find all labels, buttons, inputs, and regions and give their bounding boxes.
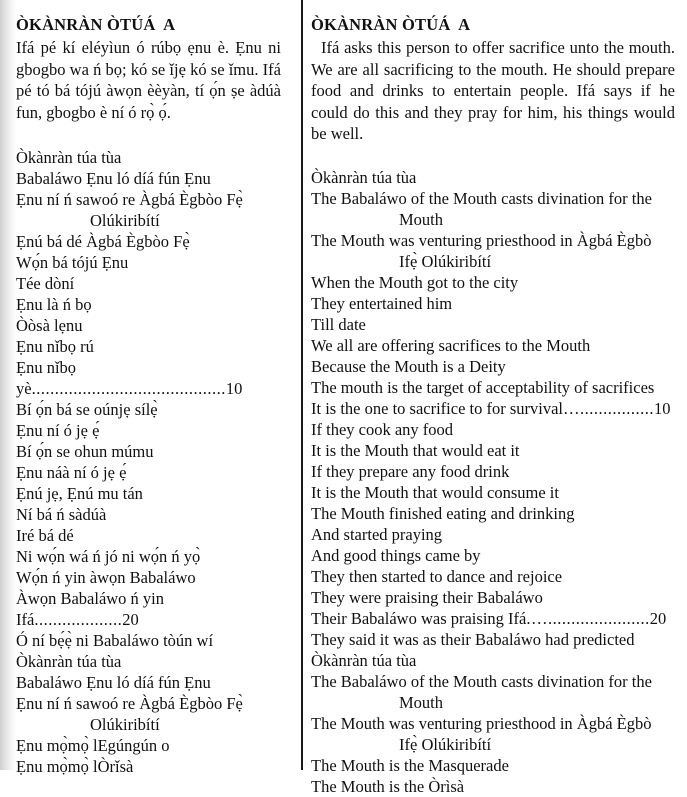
verse-line [311,314,675,335]
verse-line-text: Àwọn Babaláwo ń yin Ifá [16,589,169,629]
verse-line [16,588,281,630]
verse-line [311,608,675,629]
left-column-intro-paragraph: Ifá pé kí eléyìun ó rúbọ ẹnu è. Ẹnu ni gbogbo wa ń bọ; kó se ǐjẹ kó se ǐmu. Ifá pé tó bá tójú àwọn èèyàn, tí ọ́n ṣe àdúà fun, gbogbo è ní ó rọ̀ ọ́. [16,38,281,122]
verse-line-text: They entertained him [311,293,453,313]
verse-line-text: Olúkiribítí [90,211,160,230]
verse-line-text: Ẹnu nǐbọ yè [16,358,81,398]
verse-line-text: The Babaláwo of the Mouth casts divination for the [311,671,652,691]
dot-leader: …................ [563,398,655,418]
dot-leader: ................... [34,610,123,629]
verse-line-text: The Mouth was venturing priesthood in Àgbá Ègbò [311,230,652,250]
verse-line [311,629,675,650]
verse-line-text: Ó ní bẹ́ẹ̀ ni Babaláwo tòún wí [16,631,214,650]
verse-line [311,377,675,398]
verse-line-text: Bí ọ́n bá se oúnjẹ sílẹ̀ [16,400,158,419]
verse-line-text: Ifẹ̀ Olúkiribítí [399,251,492,271]
right-column-intro-paragraph: Ifá asks this person to offer sacrifice unto the mouth. We are all sacrificing to the mouth. He should prepare food and drinks to entertain people. Ifá says if he could do this and they pray for him, his things would be well. [311,38,675,143]
verse-line [16,273,281,294]
verse-line [311,461,675,482]
verse-line [311,671,675,692]
verse-line [16,210,281,231]
verse-line [311,734,675,755]
dot-leader: .…...................... [526,608,650,628]
verse-line-text: Olúkiribítí [90,715,160,734]
verse-line [311,482,675,503]
verse-line [16,462,281,483]
verse-line-text: And started praying [311,524,443,544]
right-column-title: ÒKÀNRÀN ÒTÚÁ A [311,15,471,34]
verse-line-text: The Mouth is the Òrìsà [311,776,465,796]
verse-line-text: Ẹnu nǐbọ rú [16,337,94,356]
verse-line-number: 20 [649,608,667,628]
verse-line-text: Òòsà lẹnu [16,316,83,335]
verse-line-text: They were praising their Babaláwo [311,587,543,607]
verse-line-text: Ẹnú bá dé Àgbá Ègbòo Fẹ̀ [16,232,190,251]
verse-line [16,357,281,399]
verse-line [311,776,675,797]
right-column-spacer [311,145,675,167]
verse-line-text: We all are offering sacrifices to the Mouth [311,335,591,355]
verse-line [311,419,675,440]
verse-line [16,546,281,567]
verse-line-text: Mouth [399,209,444,229]
verse-line [311,503,675,524]
verse-line-text: Ẹnu ní ń sawoó re Àgbá Ègbòo Fẹ̀ [16,694,243,713]
verse-line-text: Wọ́n ń yin àwọn Babaláwo [16,568,196,587]
verse-line [16,483,281,504]
verse-line [311,398,675,419]
verse-line [16,441,281,462]
yoruba-column [0,0,301,776]
verse-line-text: And good things came by [311,545,481,565]
verse-line [311,692,675,713]
verse-line-text: Wọ́n bá tójú Ẹnu [16,253,129,272]
verse-line [311,188,675,209]
verse-line [311,356,675,377]
english-column [303,0,687,796]
verse-line [16,147,281,168]
verse-line-text: It is the Mouth that would consume it [311,482,559,502]
verse-line-text: The mouth is the target of acceptability of sacrifices [311,377,655,397]
verse-line [311,713,675,734]
verse-line [16,336,281,357]
verse-line-text: Mouth [399,692,444,712]
verse-line [311,587,675,608]
verse-line [16,756,281,777]
verse-line [311,545,675,566]
verse-line-number: 10 [225,379,243,398]
verse-line [311,440,675,461]
verse-line [311,755,675,776]
verse-line [16,420,281,441]
verse-line-text: Ẹnu là ń bọ [16,295,92,314]
verse-line-text: Their Babaláwo was praising Ifá [311,608,527,628]
verse-line [16,630,281,651]
verse-line-text: Ẹnu mọ̀mọ̀ lÒrǐsà [16,757,134,776]
verse-line-number: 10 [654,398,671,418]
verse-line [16,315,281,336]
verse-line [311,566,675,587]
verse-line [311,293,675,314]
verse-line [16,735,281,756]
verse-line [311,167,675,188]
verse-line-text: Ẹnu náà ní ó jẹ ẹ́ [16,463,127,482]
dot-leader: .......................................... [31,379,226,398]
verse-line-text: Òkànràn túa tùa [16,652,122,671]
verse-line-text: Òkànràn túa tùa [16,148,122,167]
verse-line-text: When the Mouth got to the city [311,272,519,292]
verse-line [311,230,675,251]
left-column-spacer [16,123,281,147]
verse-line-text: Ẹnú jẹ, Ẹnú mu tán [16,484,143,503]
verse-line [311,251,675,272]
verse-line-text: Ní bá ń sàdúà [16,505,107,524]
verse-line-text: Tée dòní [16,274,75,293]
verse-line [311,272,675,293]
verse-line-text: Babaláwo Ẹnu ló díá fún Ẹnu [16,169,211,188]
verse-line-text: They then started to dance and rejoice [311,566,563,586]
verse-line [16,693,281,714]
verse-line [311,209,675,230]
verse-line [311,650,675,671]
verse-line [16,504,281,525]
verse-line-text: Because the Mouth is a Deity [311,356,506,376]
verse-line [16,189,281,210]
verse-line-text: Till date [311,314,366,334]
verse-line [16,672,281,693]
verse-line-text: The Mouth finished eating and drinking [311,503,575,523]
left-column-title: ÒKÀNRÀN ÒTÚÁ A [16,15,176,34]
verse-line [16,294,281,315]
verse-line-text: Òkànràn túa tùa [311,167,417,187]
verse-line [311,335,675,356]
verse-line-text: The Mouth is the Masquerade [311,755,509,775]
verse-line [16,168,281,189]
verse-line-text: It is the one to sacrifice to for survival [311,398,564,418]
english-verse-list [311,167,675,797]
verse-line-text: Ẹnu mọ̀mọ̀ lEgúngún o [16,736,170,755]
verse-line-text: Bí ọ́n se ohun múmu [16,442,154,461]
verse-line-text: They said it was as their Babaláwo had predicted [311,629,635,649]
verse-line-text: The Mouth was venturing priesthood in Àgbá Ègbò [311,713,652,733]
verse-line [16,525,281,546]
verse-line-text: Ni wọ́n wá ń jó ni wọ́n ń yọ̀ [16,547,201,566]
verse-line-text: Babaláwo Ẹnu ló díá fún Ẹnu [16,673,211,692]
verse-line-text: Ẹnu ní ó jẹ ẹ́ [16,421,100,440]
verse-line-text: Iré bá dé [16,526,74,545]
verse-line [16,714,281,735]
verse-line [16,567,281,588]
yoruba-verse-list [16,147,281,777]
verse-line-text: It is the Mouth that would eat it [311,440,520,460]
verse-line [16,252,281,273]
verse-line-number: 20 [122,610,139,629]
verse-line-text: The Babaláwo of the Mouth casts divination for the [311,188,652,208]
verse-line-text: Òkànràn túa tùa [311,650,417,670]
verse-line [16,399,281,420]
verse-line-text: Ifẹ̀ Olúkiribítí [399,734,492,754]
verse-line-text: If they prepare any food drink [311,461,510,481]
verse-line [16,231,281,252]
verse-line-text: Ẹnu ní ń sawoó re Àgbá Ègbòo Fẹ̀ [16,190,243,209]
verse-line [16,651,281,672]
verse-line [311,524,675,545]
verse-line-text: If they cook any food [311,419,454,439]
